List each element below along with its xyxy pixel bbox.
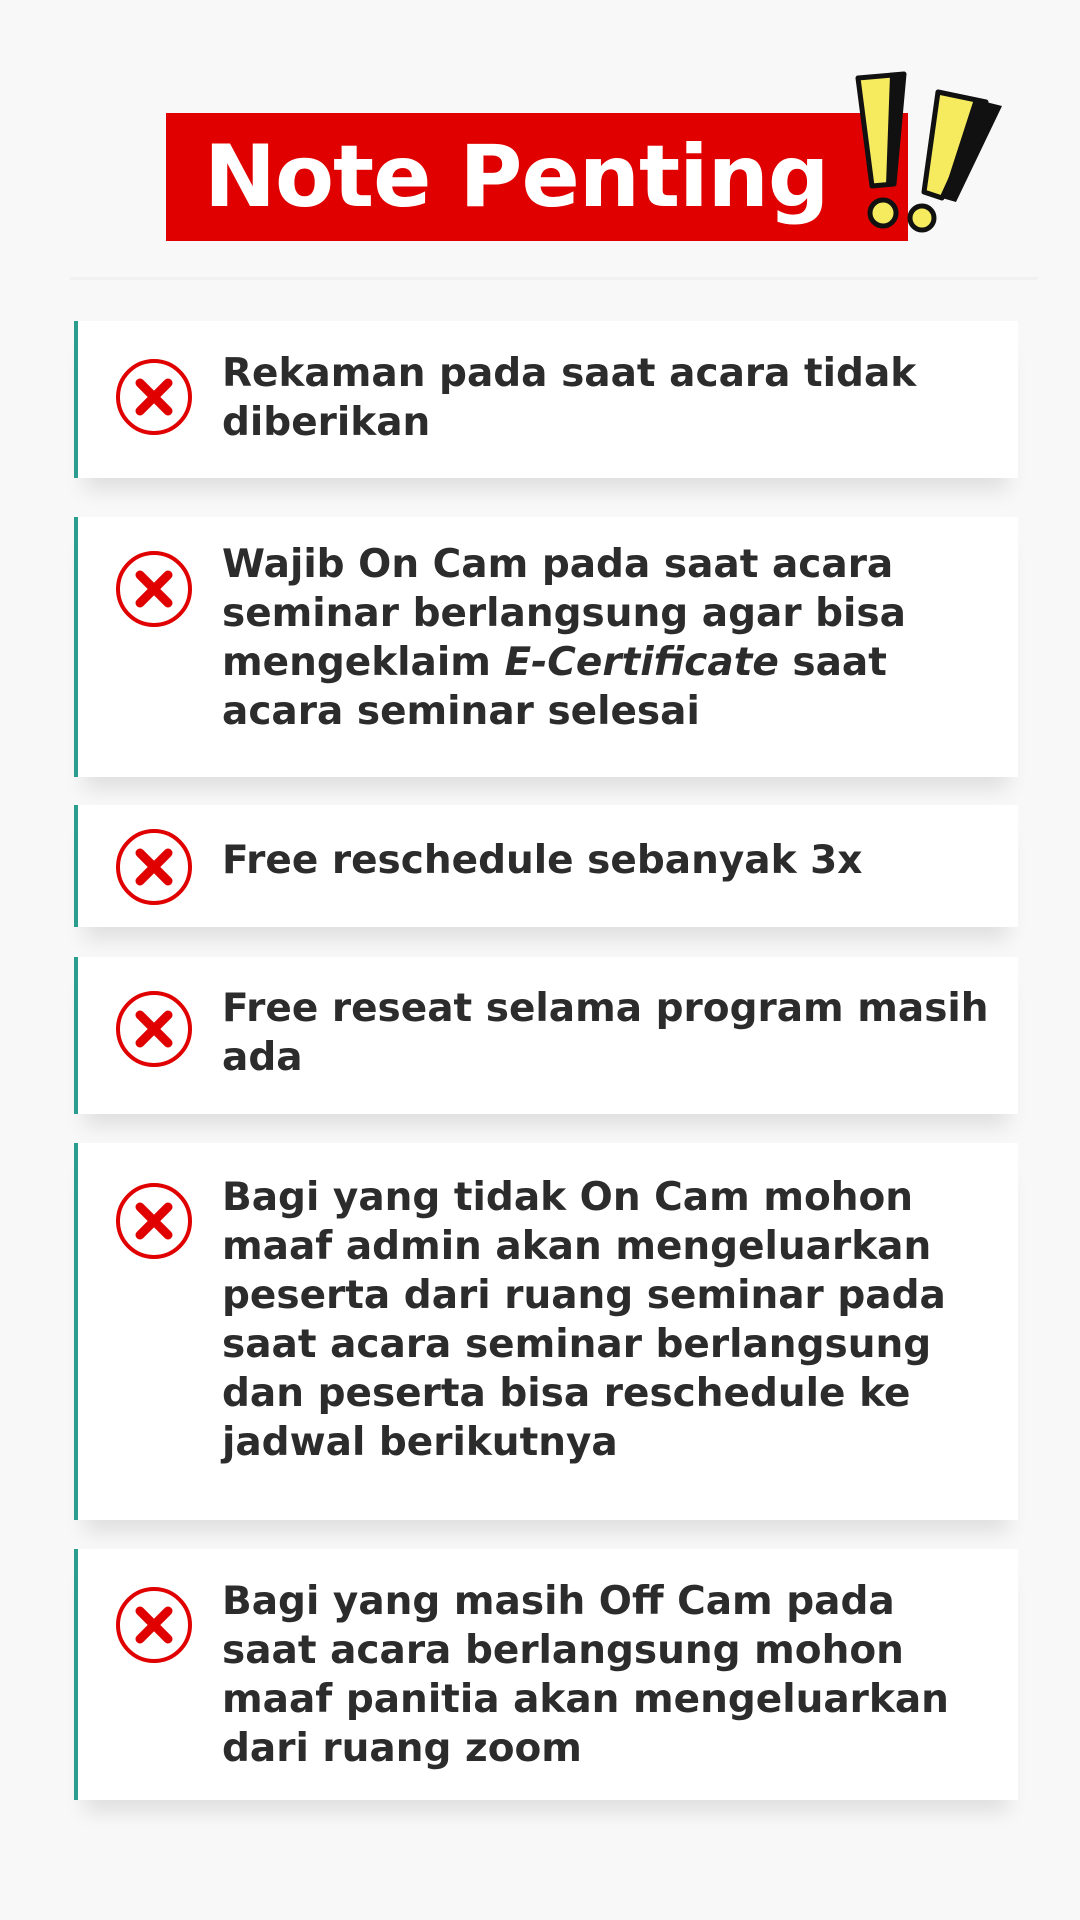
note-text: Bagi yang tidak On Cam mohon maaf admin akan mengeluarkan peserta dari ruang seminar pada saat acara seminar berlangsung dan peserta bisa reschedule ke jadwal berikutnya — [222, 1175, 946, 1465]
x-circle-icon — [114, 357, 194, 437]
note-text: Free reschedule sebanyak 3x — [222, 838, 863, 883]
x-circle-icon — [114, 549, 194, 629]
page-title: Note Penting — [204, 127, 829, 227]
note-text — [222, 540, 998, 736]
note-card — [74, 805, 1018, 927]
note-text-part: Wajib On Cam pada saat acara seminar berlangsung agar bisa mengeklaim — [222, 542, 906, 685]
note-text: Bagi yang masih Off Cam pada saat acara berlangsung mohon maaf panitia akan mengeluarkan dari ruang zoom — [222, 1579, 949, 1771]
exclamation-marks-icon — [846, 66, 1006, 236]
x-circle-icon — [114, 827, 194, 907]
note-card — [74, 517, 1018, 777]
x-circle-icon — [114, 989, 194, 1069]
note-text-part: saat acara seminar selesai — [222, 640, 887, 734]
note-text: Rekaman pada saat acara tidak diberikan — [222, 351, 917, 445]
e-certificate-text: E-Certificate — [504, 640, 779, 685]
note-card — [74, 957, 1018, 1114]
header-divider — [70, 277, 1038, 280]
title-banner — [166, 113, 908, 241]
note-card — [74, 1143, 1018, 1520]
note-text: Free reseat selama program masih ada — [222, 986, 989, 1080]
note-card — [74, 1549, 1018, 1800]
x-circle-icon — [114, 1585, 194, 1665]
note-card — [74, 321, 1018, 478]
x-circle-icon — [114, 1181, 194, 1261]
